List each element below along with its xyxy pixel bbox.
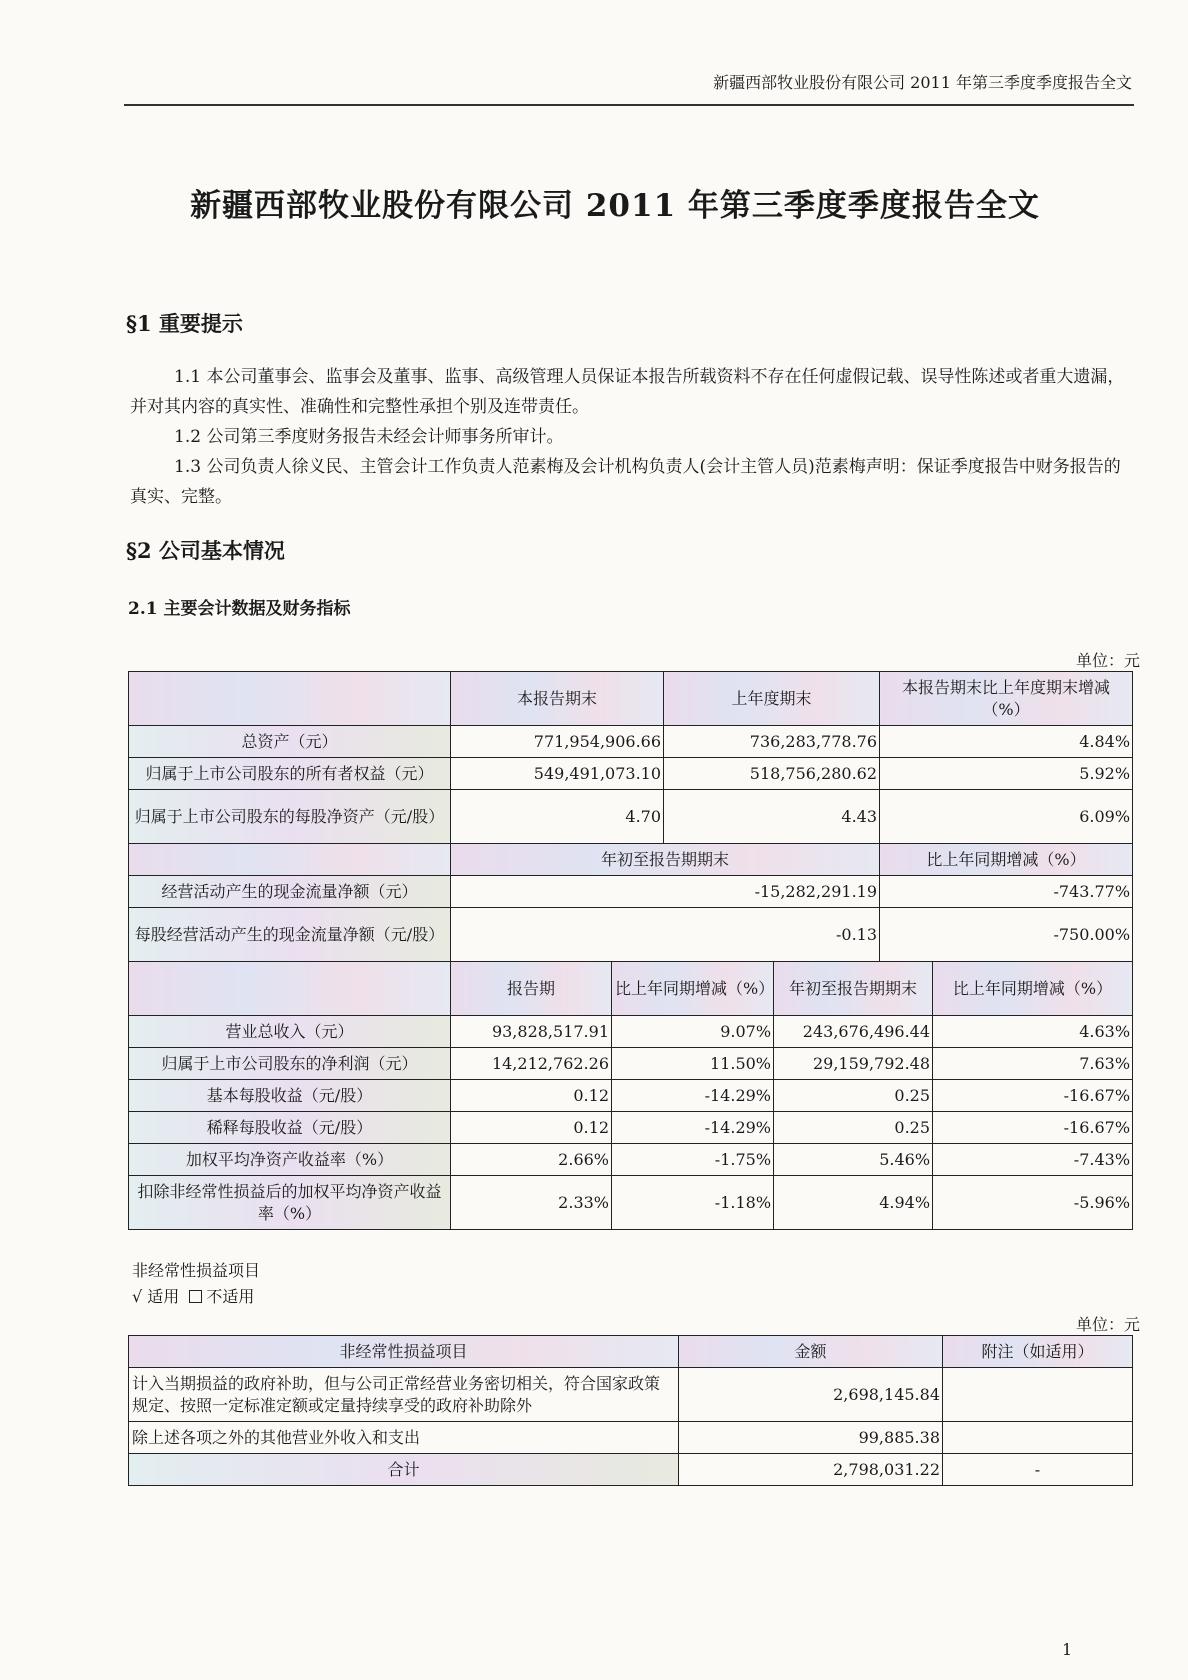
section-2-heading: §2 公司基本情况	[126, 538, 285, 563]
t1-row-label: 每股经营活动产生的现金流量净额（元/股）	[129, 908, 451, 962]
t1-head-prior-year-end: 上年度期末	[664, 672, 880, 726]
t1-cell: 243,676,496.44	[774, 1016, 933, 1048]
t2-head-amount: 金额	[679, 1336, 943, 1368]
nonrecurring-table	[128, 1335, 1133, 1486]
t1-cell: 5.92%	[880, 758, 1133, 790]
t1-cell: 4.94%	[774, 1176, 933, 1230]
t1-cell: -15,282,291.19	[451, 876, 880, 908]
t1-cell: 771,954,906.66	[451, 726, 664, 758]
t1-head-blank	[129, 672, 451, 726]
t1-head2-blank	[129, 844, 451, 876]
t1-cell: 4.84%	[880, 726, 1133, 758]
t1-cell: 549,491,073.10	[451, 758, 664, 790]
t1-cell: 9.07%	[612, 1016, 774, 1048]
t2-total-amount: 2,798,031.22	[679, 1454, 943, 1486]
checkmark-icon: √	[132, 1287, 143, 1306]
paragraph-1-3	[130, 452, 1134, 512]
t1-row-label: 扣除非经常性损益后的加权平均净资产收益率（%）	[129, 1176, 451, 1230]
applicable-text: 适用	[147, 1287, 180, 1306]
t1-cell: -14.29%	[612, 1112, 774, 1144]
financial-indicators-table	[128, 671, 1133, 1230]
t2-row-label: 除上述各项之外的其他营业外收入和支出	[129, 1422, 679, 1454]
t1-cell: -0.13	[451, 908, 880, 962]
section-1-heading: §1 重要提示	[126, 311, 243, 336]
t1-cell: 29,159,792.48	[774, 1048, 933, 1080]
t1-cell: 14,212,762.26	[451, 1048, 612, 1080]
t1-cell: -7.43%	[933, 1144, 1133, 1176]
t1-row-label: 经营活动产生的现金流量净额（元）	[129, 876, 451, 908]
t1-row-label: 归属于上市公司股东的每股净资产（元/股）	[129, 790, 451, 844]
paragraph-1-2-text: 1.2 公司第三季度财务报告未经会计师事务所审计。	[174, 427, 564, 447]
t1-cell: 0.25	[774, 1080, 933, 1112]
subsection-2-1-heading: 2.1 主要会计数据及财务指标	[128, 599, 351, 619]
t1-row-label: 加权平均净资产收益率（%）	[129, 1144, 451, 1176]
checkbox-icon	[189, 1290, 202, 1303]
t1-row-label: 营业总收入（元）	[129, 1016, 451, 1048]
t1-head2-change: 比上年同期增减（%）	[880, 844, 1133, 876]
t1-cell: -16.67%	[933, 1080, 1133, 1112]
t1-head-change: 本报告期末比上年度期末增减（%）	[880, 672, 1133, 726]
t1-row-label: 总资产（元）	[129, 726, 451, 758]
nonrecurring-label: 非经常性损益项目	[132, 1261, 261, 1280]
t2-head-note: 附注（如适用）	[943, 1336, 1133, 1368]
t1-cell: 4.70	[451, 790, 664, 844]
t1-cell: 0.12	[451, 1080, 612, 1112]
paragraph-1-1	[130, 362, 1134, 422]
t1-cell: 7.63%	[933, 1048, 1133, 1080]
t1-head3-ytd: 年初至报告期期末	[774, 962, 933, 1016]
t1-cell: -5.96%	[933, 1176, 1133, 1230]
t1-cell: 2.33%	[451, 1176, 612, 1230]
t2-cell: 2,698,145.84	[679, 1368, 943, 1422]
t1-cell: 93,828,517.91	[451, 1016, 612, 1048]
t1-cell: -1.18%	[612, 1176, 774, 1230]
t1-row-label: 稀释每股收益（元/股）	[129, 1112, 451, 1144]
t1-cell: 4.63%	[933, 1016, 1133, 1048]
t1-cell: 736,283,778.76	[664, 726, 880, 758]
document-title: 新疆西部牧业股份有限公司 2011 年第三季度季度报告全文	[190, 188, 1040, 224]
t1-cell: 11.50%	[612, 1048, 774, 1080]
t2-total-label: 合计	[129, 1454, 679, 1486]
t1-cell: 0.25	[774, 1112, 933, 1144]
t1-head3-change: 比上年同期增减（%）	[612, 962, 774, 1016]
t1-head-current-end: 本报告期末	[451, 672, 664, 726]
t2-row-label: 计入当期损益的政府补助，但与公司正常经营业务密切相关，符合国家政策规定、按照一定标准定额或定量持续享受的政府补助除外	[129, 1368, 679, 1422]
t1-cell: -16.67%	[933, 1112, 1133, 1144]
t2-cell	[943, 1368, 1133, 1422]
t1-cell: -1.75%	[612, 1144, 774, 1176]
running-header: 新疆西部牧业股份有限公司 2011 年第三季度季度报告全文	[713, 73, 1132, 92]
t2-cell	[943, 1422, 1133, 1454]
not-applicable-text: 不适用	[206, 1287, 255, 1306]
t1-cell: 0.12	[451, 1112, 612, 1144]
t1-row-label: 归属于上市公司股东的净利润（元）	[129, 1048, 451, 1080]
t1-head3-period: 报告期	[451, 962, 612, 1016]
page-number: 1	[1062, 1640, 1073, 1659]
paragraph-1-3-text: 1.3 公司负责人徐义民、主管会计工作负责人范素梅及会计机构负责人(会计主管人员)范素梅声明：保证季度报告中财务报告的真实、完整。	[130, 457, 1121, 507]
t1-head3-blank	[129, 962, 451, 1016]
t1-cell: 5.46%	[774, 1144, 933, 1176]
header-rule	[124, 104, 1134, 106]
t2-cell: 99,885.38	[679, 1422, 943, 1454]
t1-head2-ytd: 年初至报告期期末	[451, 844, 880, 876]
t2-head-item: 非经常性损益项目	[129, 1336, 679, 1368]
t1-cell: 4.43	[664, 790, 880, 844]
t1-row-label: 归属于上市公司股东的所有者权益（元）	[129, 758, 451, 790]
t1-cell: 6.09%	[880, 790, 1133, 844]
t1-cell: 2.66%	[451, 1144, 612, 1176]
t1-cell: 518,756,280.62	[664, 758, 880, 790]
t2-total-note: -	[943, 1454, 1133, 1486]
t1-cell: -14.29%	[612, 1080, 774, 1112]
paragraph-1-2	[130, 422, 1134, 452]
applicability-line	[132, 1284, 254, 1307]
t1-row-label: 基本每股收益（元/股）	[129, 1080, 451, 1112]
t1-cell: -750.00%	[880, 908, 1133, 962]
paragraph-1-1-text: 1.1 本公司董事会、监事会及董事、监事、高级管理人员保证本报告所载资料不存在任何虚假记载、误导性陈述或者重大遗漏，并对其内容的真实性、准确性和完整性承担个别及连带责任。	[130, 367, 1125, 417]
t1-head3-change2: 比上年同期增减（%）	[933, 962, 1133, 1016]
t1-cell: -743.77%	[880, 876, 1133, 908]
